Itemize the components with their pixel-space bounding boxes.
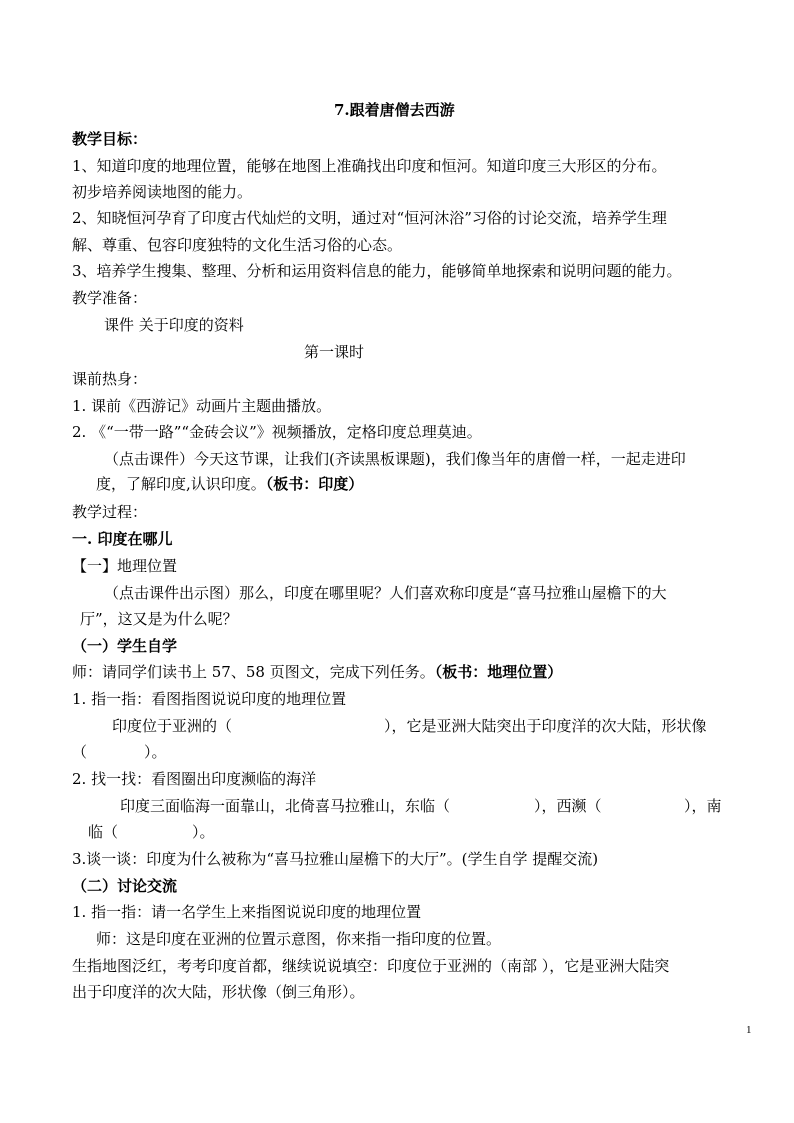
list-item: 2. 找一找：看图圈出印度濒临的海洋 (72, 770, 317, 788)
section-heading-process: 教学过程： (72, 503, 148, 521)
list-item: 3.谈一谈：印度为什么被称为“喜马拉雅山屋檐下的大厅”。(学生自学 提醒交流) (72, 850, 599, 868)
lesson-heading: 第一课时 (304, 343, 365, 361)
subsection-heading: 【一】地理位置 (72, 557, 178, 575)
paragraph-line: 解、尊重、包容印度独特的文化生活习俗的心态。 (72, 236, 403, 254)
list-item: 1. 指一指：请一名学生上来指图说说印度的地理位置 (72, 903, 422, 921)
list-item: 1. 指一指：看图指图说说印度的地理位置 (72, 690, 347, 708)
paragraph-line: 初步培养阅读地图的能力。 (72, 183, 253, 201)
section-heading-objectives: 教学目标： (72, 130, 148, 148)
paragraph-line (72, 662, 562, 682)
paragraph-line: 师：这是印度在亚洲的位置示意图，你来指一指印度的位置。 (96, 930, 502, 948)
fill-blank-text: 临（ (88, 823, 119, 841)
fill-blank-text: （ (72, 743, 88, 761)
fill-blank-text: ），西濒（ (534, 797, 602, 815)
paragraph-line: 生指地图泛红，考考印度首都，继续说说填空：印度位于亚洲的（南部 ），它是亚洲大陆突 (72, 957, 670, 975)
paragraph-line: 1、知道印度的地理位置，能够在地图上准确找出印度和恒河。知道印度三大形区的分布。 (72, 157, 667, 175)
fill-blank-text: ）。 (144, 743, 167, 761)
section-heading-preparation: 教学准备： (72, 289, 148, 307)
chapter-heading: 一. 印度在哪儿 (72, 530, 173, 548)
paragraph-line: （点击课件）今天这节课，让我们(齐读黑板课题)，我们像当年的唐僧一样，一起走进印 (104, 450, 686, 468)
fill-blank-text: ），它是亚洲大陆突出于印度洋的次大陆，形状像 (384, 717, 707, 735)
paragraph-text: 师：请同学们读书上 57、58 页图文，完成下列任务。 (72, 663, 435, 681)
page-number: 1 (746, 1024, 752, 1036)
board-note: （板书：地理位置） (434, 663, 563, 681)
paragraph-line: 课件 关于印度的资料 (104, 316, 244, 334)
paragraph-line: 3、培养学生搜集、整理、分析和运用资料信息的能力，能够简单地探索和说明问题的能力。 (72, 262, 682, 280)
list-item: 1. 课前《西游记》动画片主题曲播放。 (72, 397, 332, 415)
section-heading-warmup: 课前热身： (72, 370, 148, 388)
paragraph-line: （点击课件出示图）那么，印度在哪里呢？人们喜欢称印度是“喜马拉雅山屋檐下的大 (104, 584, 667, 602)
subsection-heading: （一）学生自学 (72, 637, 178, 655)
fill-blank-text: ）。 (192, 823, 215, 841)
fill-blank-text: ），南 (684, 797, 722, 815)
paragraph-line (96, 474, 363, 494)
paragraph-line: 厅”，这又是为什么呢？ (80, 610, 238, 628)
paragraph-line: 出于印度洋的次大陆，形状像（倒三角形）。 (72, 983, 365, 1001)
paragraph-line: 2、知晓恒河孕育了印度古代灿烂的文明，通过对“恒河沐浴”习俗的讨论交流，培养学生理 (72, 209, 667, 227)
subsection-heading: （二）讨论交流 (72, 877, 178, 895)
fill-blank-text: 印度三面临海一面靠山，北倚喜马拉雅山，东临（ (120, 797, 451, 815)
doc-title: 7.跟着唐僧去西游 (334, 101, 455, 119)
paragraph-text: 度，了解印度,认识印度。 (96, 475, 266, 493)
fill-blank-text: 印度位于亚洲的（ (112, 717, 233, 735)
list-item: 2. 《“一带一路”“金砖会议”》视频播放，定格印度总理莫迪。 (72, 423, 482, 441)
board-note: （板书：印度） (265, 475, 364, 493)
